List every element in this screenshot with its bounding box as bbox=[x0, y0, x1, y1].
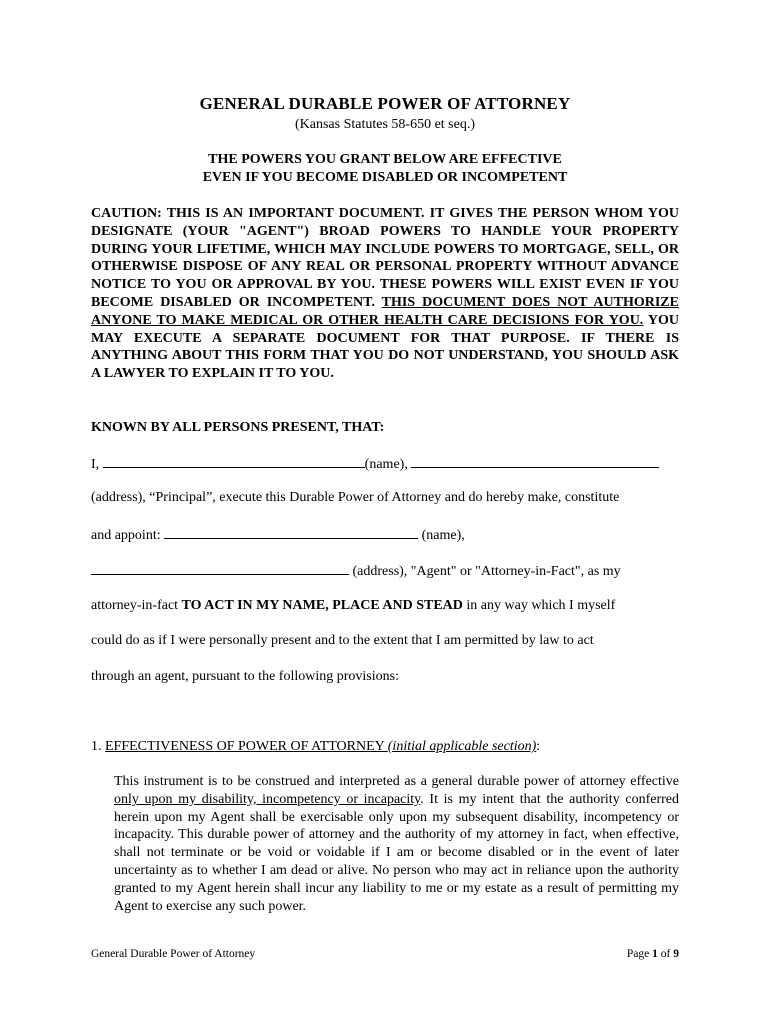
agent-name-field[interactable] bbox=[164, 526, 418, 539]
agent-address-line bbox=[91, 562, 621, 580]
section-1-colon: : bbox=[536, 739, 541, 754]
page-prefix: Page bbox=[626, 948, 653, 960]
principal-address-field[interactable] bbox=[411, 455, 659, 468]
notice-line-2: EVEN IF YOU BECOME DISABLED OR INCOMPETENT bbox=[202, 170, 568, 185]
footer-page-number bbox=[627, 948, 679, 960]
section-1-instruction: (initial applicable section) bbox=[387, 739, 537, 754]
page-total: 9 bbox=[673, 948, 679, 960]
section-1-text: This instrument is to be construed and interpreted as a general durable power of attorney effective bbox=[114, 774, 679, 789]
known-by-heading: KNOWN BY ALL PERSONS PRESENT, THAT: bbox=[91, 420, 385, 435]
body-line-7: through an agent, pursuant to the following provisions: bbox=[91, 669, 399, 684]
caution-paragraph bbox=[91, 205, 679, 383]
agent-line bbox=[91, 526, 465, 544]
notice-line-1: THE POWERS YOU GRANT BELOW ARE EFFECTIVE bbox=[208, 152, 562, 167]
page-current: 1 bbox=[652, 948, 658, 960]
footer-document-name: General Durable Power of Attorney bbox=[91, 948, 256, 960]
section-1-condition: only upon my disability, incompetency or incapacity bbox=[114, 791, 421, 807]
attorney-in-fact-prefix: attorney-in-fact bbox=[91, 598, 182, 613]
section-1-title bbox=[105, 739, 536, 754]
principal-name-label: (name), bbox=[364, 457, 412, 472]
section-1-body bbox=[114, 773, 679, 915]
agent-address-field[interactable] bbox=[91, 562, 349, 575]
section-1-heading bbox=[91, 739, 540, 755]
act-in-my-name-clause: TO ACT IN MY NAME, PLACE AND STEAD bbox=[181, 598, 463, 613]
principal-line bbox=[91, 455, 659, 473]
document-title: GENERAL DURABLE POWER OF ATTORNEY bbox=[199, 94, 571, 113]
attorney-in-fact-suffix: in any way which I myself bbox=[462, 598, 616, 613]
page-separator: of bbox=[657, 948, 674, 960]
agent-prefix: and appoint: bbox=[91, 528, 165, 543]
section-1-title-text: EFFECTIVENESS OF POWER OF ATTORNEY bbox=[105, 739, 388, 754]
caution-text: CAUTION: THIS IS AN IMPORTANT DOCUMENT. IT GIVES THE PERSON WHOM YOU DESIGNATE (YOUR "AGENT") BROAD POWERS TO HANDLE YOUR PROPERTY DURING YOUR LIFETIME, WHICH MAY INCLUDE POWERS TO MORTGAGE, SELL, OR OTHERWISE DISPOSE OF ANY REAL OR PERSONAL PROPERTY WITHOUT ADVANCE NOTICE TO YOU OR APPROVAL BY YOU. THESE POWERS WILL EXIST EVEN IF YOU BECOME DISABLED OR INCOMPETENT. bbox=[91, 206, 679, 310]
principal-address-line: (address), “Principal”, execute this Durable Power of Attorney and do hereby make, constitute bbox=[91, 490, 620, 505]
effectiveness-notice bbox=[0, 151, 770, 187]
caution-text-continued: YOU MAY EXECUTE A SEPARATE DOCUMENT FOR THAT PURPOSE. IF THERE IS ANYTHING ABOUT THIS FORM THAT YOU DO NOT UNDERSTAND, YOU SHOULD ASK A LAWYER TO EXPLAIN IT TO YOU. bbox=[91, 312, 679, 382]
body-line-6: could do as if I were personally present and to the extent that I am permitted by law to act bbox=[91, 633, 594, 648]
agent-name-label: (name), bbox=[418, 528, 465, 543]
section-1-number: 1. bbox=[91, 739, 105, 754]
principal-name-field[interactable] bbox=[103, 455, 365, 468]
attorney-in-fact-line bbox=[91, 598, 615, 614]
section-1-text-continued: . It is my intent that the authority conferred herein upon my Agent shall be exercisable only upon my subsequent disability, incompetency or incapacity. This durable power of attorney and the authority of my attorney in fact, when effective, shall not terminate or be void or voidable if I am or become disabled or in the event of later uncertainty as to whether I am dead or alive. No person who may act in reliance upon the authority granted to my Agent herein shall incur any liability to me or my estate as a result of permitting my Agent to exercise any such power. bbox=[114, 791, 679, 914]
caution-medical-disclaimer: THIS DOCUMENT DOES NOT AUTHORIZE ANYONE TO MAKE MEDICAL OR OTHER HEALTH CARE DECISIONS FOR YOU. bbox=[91, 294, 679, 328]
agent-address-label: (address), "Agent" or "Attorney-in-Fact", as my bbox=[349, 564, 621, 579]
principal-prefix: I, bbox=[91, 457, 103, 472]
document-subtitle: (Kansas Statutes 58-650 et seq.) bbox=[294, 117, 476, 132]
